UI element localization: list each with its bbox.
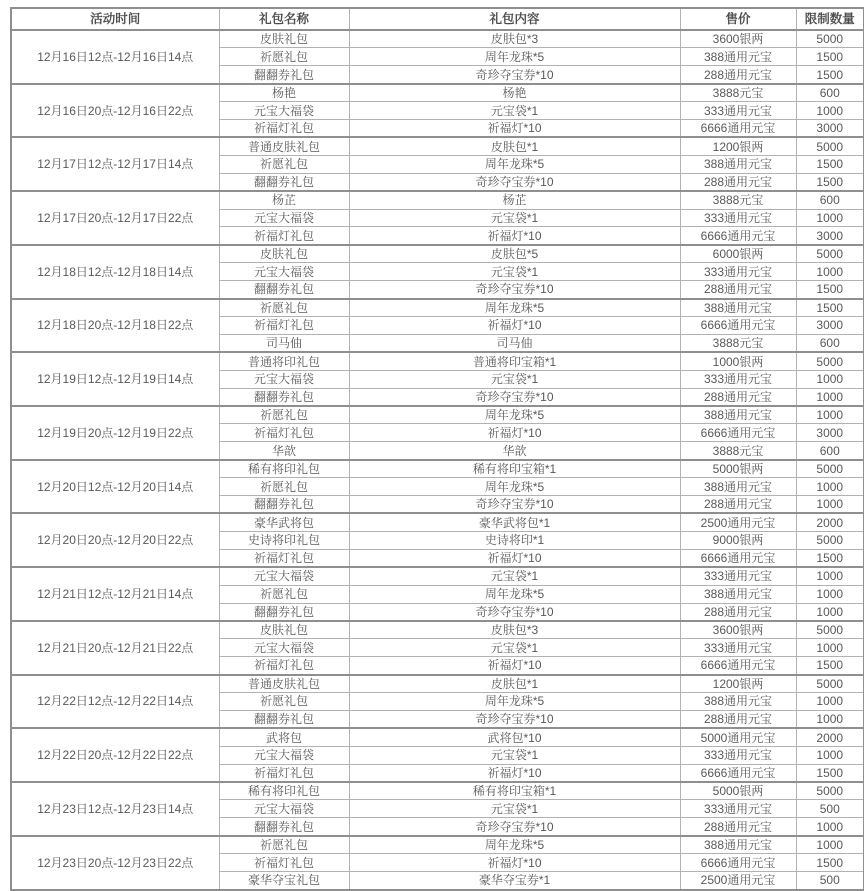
limit-quantity-cell: 3000 <box>796 317 864 335</box>
gift-pack-table <box>10 7 864 891</box>
price-cell: 288通用元宝 <box>680 173 796 191</box>
price-cell: 1000银两 <box>680 352 796 370</box>
price-cell: 333通用元宝 <box>680 800 796 818</box>
price-cell: 1200银两 <box>680 675 796 693</box>
pack-name-cell: 翻翻券礼包 <box>219 388 349 406</box>
price-cell: 388通用元宝 <box>680 478 796 496</box>
pack-name-cell: 普通皮肤礼包 <box>219 675 349 693</box>
price-cell: 388通用元宝 <box>680 836 796 854</box>
pack-name-cell: 元宝大福袋 <box>219 370 349 388</box>
pack-name-cell: 杨艳 <box>219 84 349 102</box>
activity-time-cell: 12月18日20点-12月18日22点 <box>11 299 219 353</box>
pack-content-cell: 元宝袋*1 <box>349 746 680 764</box>
pack-content-cell: 元宝袋*1 <box>349 263 680 281</box>
pack-content-cell: 祈福灯*10 <box>349 424 680 442</box>
pack-content-cell: 祈福灯*10 <box>349 764 680 782</box>
limit-quantity-cell: 1000 <box>796 370 864 388</box>
table-row <box>11 352 864 370</box>
limit-quantity-cell: 5000 <box>796 460 864 478</box>
pack-name-cell: 元宝大福袋 <box>219 263 349 281</box>
activity-time-cell: 12月20日20点-12月20日22点 <box>11 513 219 567</box>
price-cell: 388通用元宝 <box>680 155 796 173</box>
pack-content-cell: 元宝袋*1 <box>349 567 680 585</box>
pack-content-cell: 司马伷 <box>349 334 680 352</box>
pack-name-cell: 翻翻券礼包 <box>219 281 349 299</box>
pack-content-cell: 皮肤包*5 <box>349 245 680 263</box>
activity-time-cell: 12月20日12点-12月20日14点 <box>11 460 219 514</box>
pack-content-cell: 祈福灯*10 <box>349 120 680 138</box>
table-header <box>11 8 864 30</box>
limit-quantity-cell: 5000 <box>796 30 864 48</box>
price-cell: 6666通用元宝 <box>680 317 796 335</box>
pack-name-cell: 豪华武将包 <box>219 513 349 531</box>
limit-quantity-cell: 1500 <box>796 657 864 675</box>
limit-quantity-cell: 5000 <box>796 531 864 549</box>
pack-name-cell: 普通将印礼包 <box>219 352 349 370</box>
pack-name-cell: 祈愿礼包 <box>219 585 349 603</box>
activity-time-cell: 12月22日20点-12月22日22点 <box>11 728 219 782</box>
limit-quantity-cell: 1000 <box>796 102 864 120</box>
pack-content-cell: 华歆 <box>349 442 680 460</box>
price-cell: 333通用元宝 <box>680 639 796 657</box>
pack-name-cell: 翻翻券礼包 <box>219 66 349 84</box>
table-row <box>11 299 864 317</box>
table-body <box>11 30 864 890</box>
price-cell: 6000银两 <box>680 245 796 263</box>
limit-quantity-cell: 1500 <box>796 155 864 173</box>
limit-quantity-cell: 1000 <box>796 693 864 711</box>
pack-content-cell: 周年龙珠*5 <box>349 693 680 711</box>
table-row <box>11 191 864 209</box>
price-cell: 288通用元宝 <box>680 388 796 406</box>
limit-quantity-cell: 600 <box>796 442 864 460</box>
activity-time-cell: 12月18日12点-12月18日14点 <box>11 245 219 299</box>
limit-quantity-cell: 1500 <box>796 764 864 782</box>
pack-content-cell: 周年龙珠*5 <box>349 48 680 66</box>
limit-quantity-cell: 1000 <box>796 478 864 496</box>
limit-quantity-cell: 600 <box>796 84 864 102</box>
limit-quantity-cell: 1000 <box>796 406 864 424</box>
limit-quantity-cell: 5000 <box>796 675 864 693</box>
pack-content-cell: 稀有将印宝箱*1 <box>349 460 680 478</box>
limit-quantity-cell: 1000 <box>796 388 864 406</box>
table-row <box>11 567 864 585</box>
limit-quantity-cell: 2000 <box>796 513 864 531</box>
price-cell: 6666通用元宝 <box>680 424 796 442</box>
pack-content-cell: 奇珍夺宝券*10 <box>349 603 680 621</box>
price-cell: 5000通用元宝 <box>680 728 796 746</box>
activity-time-cell: 12月16日12点-12月16日14点 <box>11 30 219 84</box>
pack-name-cell: 祈福灯礼包 <box>219 424 349 442</box>
table-row <box>11 836 864 854</box>
price-cell: 2500通用元宝 <box>680 513 796 531</box>
price-cell: 3600银两 <box>680 621 796 639</box>
pack-content-cell: 元宝袋*1 <box>349 800 680 818</box>
limit-quantity-cell: 1500 <box>796 48 864 66</box>
price-cell: 6666通用元宝 <box>680 549 796 567</box>
pack-content-cell: 祈福灯*10 <box>349 854 680 872</box>
activity-time-cell: 12月23日12点-12月23日14点 <box>11 782 219 836</box>
limit-quantity-cell: 2000 <box>796 728 864 746</box>
price-cell: 388通用元宝 <box>680 693 796 711</box>
pack-content-cell: 奇珍夺宝券*10 <box>349 710 680 728</box>
price-cell: 333通用元宝 <box>680 263 796 281</box>
price-cell: 333通用元宝 <box>680 746 796 764</box>
table-row <box>11 728 864 746</box>
pack-name-cell: 杨芷 <box>219 191 349 209</box>
pack-name-cell: 祈福灯礼包 <box>219 764 349 782</box>
pack-name-cell: 普通皮肤礼包 <box>219 137 349 155</box>
table-row <box>11 245 864 263</box>
table-row <box>11 84 864 102</box>
price-cell: 3888元宝 <box>680 442 796 460</box>
table-row <box>11 621 864 639</box>
pack-name-cell: 元宝大福袋 <box>219 102 349 120</box>
pack-content-cell: 周年龙珠*5 <box>349 155 680 173</box>
header-activity-time: 活动时间 <box>11 8 219 30</box>
price-cell: 288通用元宝 <box>680 496 796 514</box>
price-cell: 333通用元宝 <box>680 567 796 585</box>
pack-name-cell: 司马伷 <box>219 334 349 352</box>
price-cell: 388通用元宝 <box>680 585 796 603</box>
pack-name-cell: 祈福灯礼包 <box>219 657 349 675</box>
pack-name-cell: 武将包 <box>219 728 349 746</box>
pack-content-cell: 皮肤包*1 <box>349 137 680 155</box>
pack-name-cell: 元宝大福袋 <box>219 209 349 227</box>
pack-content-cell: 周年龙珠*5 <box>349 406 680 424</box>
pack-content-cell: 武将包*10 <box>349 728 680 746</box>
pack-name-cell: 翻翻券礼包 <box>219 496 349 514</box>
price-cell: 6666通用元宝 <box>680 657 796 675</box>
pack-content-cell: 稀有将印宝箱*1 <box>349 782 680 800</box>
pack-name-cell: 史诗将印礼包 <box>219 531 349 549</box>
pack-content-cell: 皮肤包*3 <box>349 621 680 639</box>
limit-quantity-cell: 5000 <box>796 352 864 370</box>
pack-content-cell: 周年龙珠*5 <box>349 299 680 317</box>
pack-content-cell: 豪华夺宝券*1 <box>349 872 680 890</box>
pack-name-cell: 祈福灯礼包 <box>219 227 349 245</box>
pack-name-cell: 祈愿礼包 <box>219 155 349 173</box>
pack-name-cell: 元宝大福袋 <box>219 800 349 818</box>
price-cell: 3600银两 <box>680 30 796 48</box>
price-cell: 3888元宝 <box>680 191 796 209</box>
pack-name-cell: 华歆 <box>219 442 349 460</box>
limit-quantity-cell: 1000 <box>796 209 864 227</box>
limit-quantity-cell: 500 <box>796 800 864 818</box>
limit-quantity-cell: 1000 <box>796 496 864 514</box>
pack-name-cell: 稀有将印礼包 <box>219 782 349 800</box>
limit-quantity-cell: 5000 <box>796 245 864 263</box>
price-cell: 288通用元宝 <box>680 66 796 84</box>
price-cell: 288通用元宝 <box>680 818 796 836</box>
activity-time-cell: 12月21日20点-12月21日22点 <box>11 621 219 675</box>
pack-content-cell: 祈福灯*10 <box>349 317 680 335</box>
pack-name-cell: 稀有将印礼包 <box>219 460 349 478</box>
table-row <box>11 137 864 155</box>
pack-name-cell: 祈愿礼包 <box>219 478 349 496</box>
pack-name-cell: 翻翻券礼包 <box>219 173 349 191</box>
price-cell: 3888元宝 <box>680 334 796 352</box>
pack-content-cell: 皮肤包*1 <box>349 675 680 693</box>
limit-quantity-cell: 1500 <box>796 549 864 567</box>
pack-content-cell: 奇珍夺宝券*10 <box>349 388 680 406</box>
activity-time-cell: 12月19日12点-12月19日14点 <box>11 352 219 406</box>
pack-content-cell: 周年龙珠*5 <box>349 836 680 854</box>
activity-time-cell: 12月17日12点-12月17日14点 <box>11 137 219 191</box>
pack-name-cell: 祈福灯礼包 <box>219 317 349 335</box>
limit-quantity-cell: 3000 <box>796 424 864 442</box>
pack-name-cell: 元宝大福袋 <box>219 746 349 764</box>
limit-quantity-cell: 500 <box>796 872 864 890</box>
pack-name-cell: 皮肤礼包 <box>219 30 349 48</box>
pack-content-cell: 元宝袋*1 <box>349 102 680 120</box>
price-cell: 388通用元宝 <box>680 406 796 424</box>
table-row <box>11 30 864 48</box>
limit-quantity-cell: 1000 <box>796 639 864 657</box>
price-cell: 288通用元宝 <box>680 603 796 621</box>
price-cell: 6666通用元宝 <box>680 227 796 245</box>
price-cell: 5000银两 <box>680 460 796 478</box>
limit-quantity-cell: 1000 <box>796 263 864 281</box>
limit-quantity-cell: 1000 <box>796 746 864 764</box>
pack-name-cell: 翻翻券礼包 <box>219 603 349 621</box>
pack-content-cell: 元宝袋*1 <box>349 639 680 657</box>
header-pack-content: 礼包内容 <box>349 8 680 30</box>
pack-name-cell: 皮肤礼包 <box>219 245 349 263</box>
price-cell: 9000银两 <box>680 531 796 549</box>
pack-content-cell: 奇珍夺宝券*10 <box>349 281 680 299</box>
limit-quantity-cell: 600 <box>796 334 864 352</box>
pack-content-cell: 奇珍夺宝券*10 <box>349 173 680 191</box>
pack-name-cell: 祈愿礼包 <box>219 48 349 66</box>
pack-content-cell: 普通将印宝箱*1 <box>349 352 680 370</box>
limit-quantity-cell: 5000 <box>796 137 864 155</box>
price-cell: 2500通用元宝 <box>680 872 796 890</box>
limit-quantity-cell: 1500 <box>796 173 864 191</box>
pack-name-cell: 豪华夺宝礼包 <box>219 872 349 890</box>
pack-content-cell: 元宝袋*1 <box>349 209 680 227</box>
pack-content-cell: 史诗将印*1 <box>349 531 680 549</box>
limit-quantity-cell: 1500 <box>796 281 864 299</box>
price-cell: 1200银两 <box>680 137 796 155</box>
limit-quantity-cell: 1000 <box>796 567 864 585</box>
limit-quantity-cell: 3000 <box>796 120 864 138</box>
table-row <box>11 460 864 478</box>
header-price: 售价 <box>680 8 796 30</box>
pack-content-cell: 豪华武将包*1 <box>349 513 680 531</box>
pack-content-cell: 周年龙珠*5 <box>349 585 680 603</box>
table-row <box>11 675 864 693</box>
table-row <box>11 513 864 531</box>
price-cell: 5000银两 <box>680 782 796 800</box>
limit-quantity-cell: 3000 <box>796 227 864 245</box>
table-row <box>11 406 864 424</box>
pack-content-cell: 皮肤包*3 <box>349 30 680 48</box>
price-cell: 6666通用元宝 <box>680 854 796 872</box>
limit-quantity-cell: 5000 <box>796 621 864 639</box>
activity-time-cell: 12月17日20点-12月17日22点 <box>11 191 219 245</box>
header-limit-quantity: 限制数量 <box>796 8 864 30</box>
price-cell: 6666通用元宝 <box>680 120 796 138</box>
activity-time-cell: 12月19日20点-12月19日22点 <box>11 406 219 460</box>
limit-quantity-cell: 1000 <box>796 585 864 603</box>
limit-quantity-cell: 1500 <box>796 299 864 317</box>
pack-content-cell: 杨艳 <box>349 84 680 102</box>
pack-content-cell: 奇珍夺宝券*10 <box>349 496 680 514</box>
limit-quantity-cell: 600 <box>796 191 864 209</box>
pack-content-cell: 周年龙珠*5 <box>349 478 680 496</box>
pack-content-cell: 杨芷 <box>349 191 680 209</box>
price-cell: 6666通用元宝 <box>680 764 796 782</box>
price-cell: 3888元宝 <box>680 84 796 102</box>
activity-time-cell: 12月21日12点-12月21日14点 <box>11 567 219 621</box>
pack-name-cell: 皮肤礼包 <box>219 621 349 639</box>
price-cell: 288通用元宝 <box>680 281 796 299</box>
limit-quantity-cell: 1000 <box>796 818 864 836</box>
pack-name-cell: 祈愿礼包 <box>219 299 349 317</box>
header-pack-name: 礼包名称 <box>219 8 349 30</box>
limit-quantity-cell: 1500 <box>796 854 864 872</box>
header-row <box>11 8 864 30</box>
pack-name-cell: 祈愿礼包 <box>219 836 349 854</box>
pack-name-cell: 祈福灯礼包 <box>219 549 349 567</box>
activity-time-cell: 12月22日12点-12月22日14点 <box>11 675 219 729</box>
limit-quantity-cell: 5000 <box>796 782 864 800</box>
price-cell: 333通用元宝 <box>680 209 796 227</box>
price-cell: 388通用元宝 <box>680 299 796 317</box>
pack-content-cell: 祈福灯*10 <box>349 549 680 567</box>
pack-name-cell: 祈福灯礼包 <box>219 120 349 138</box>
pack-content-cell: 奇珍夺宝券*10 <box>349 818 680 836</box>
pack-name-cell: 元宝大福袋 <box>219 567 349 585</box>
pack-name-cell: 祈福灯礼包 <box>219 854 349 872</box>
pack-name-cell: 翻翻券礼包 <box>219 818 349 836</box>
pack-content-cell: 元宝袋*1 <box>349 370 680 388</box>
pack-content-cell: 祈福灯*10 <box>349 227 680 245</box>
pack-name-cell: 祈愿礼包 <box>219 406 349 424</box>
limit-quantity-cell: 1500 <box>796 66 864 84</box>
pack-name-cell: 祈愿礼包 <box>219 693 349 711</box>
limit-quantity-cell: 1000 <box>796 836 864 854</box>
limit-quantity-cell: 1000 <box>796 603 864 621</box>
limit-quantity-cell: 1000 <box>796 710 864 728</box>
activity-time-cell: 12月16日20点-12月16日22点 <box>11 84 219 138</box>
price-cell: 333通用元宝 <box>680 102 796 120</box>
pack-name-cell: 元宝大福袋 <box>219 639 349 657</box>
activity-time-cell: 12月23日20点-12月23日22点 <box>11 836 219 890</box>
pack-name-cell: 翻翻券礼包 <box>219 710 349 728</box>
pack-content-cell: 奇珍夺宝券*10 <box>349 66 680 84</box>
price-cell: 333通用元宝 <box>680 370 796 388</box>
table-row <box>11 782 864 800</box>
pack-content-cell: 祈福灯*10 <box>349 657 680 675</box>
price-cell: 288通用元宝 <box>680 710 796 728</box>
price-cell: 388通用元宝 <box>680 48 796 66</box>
